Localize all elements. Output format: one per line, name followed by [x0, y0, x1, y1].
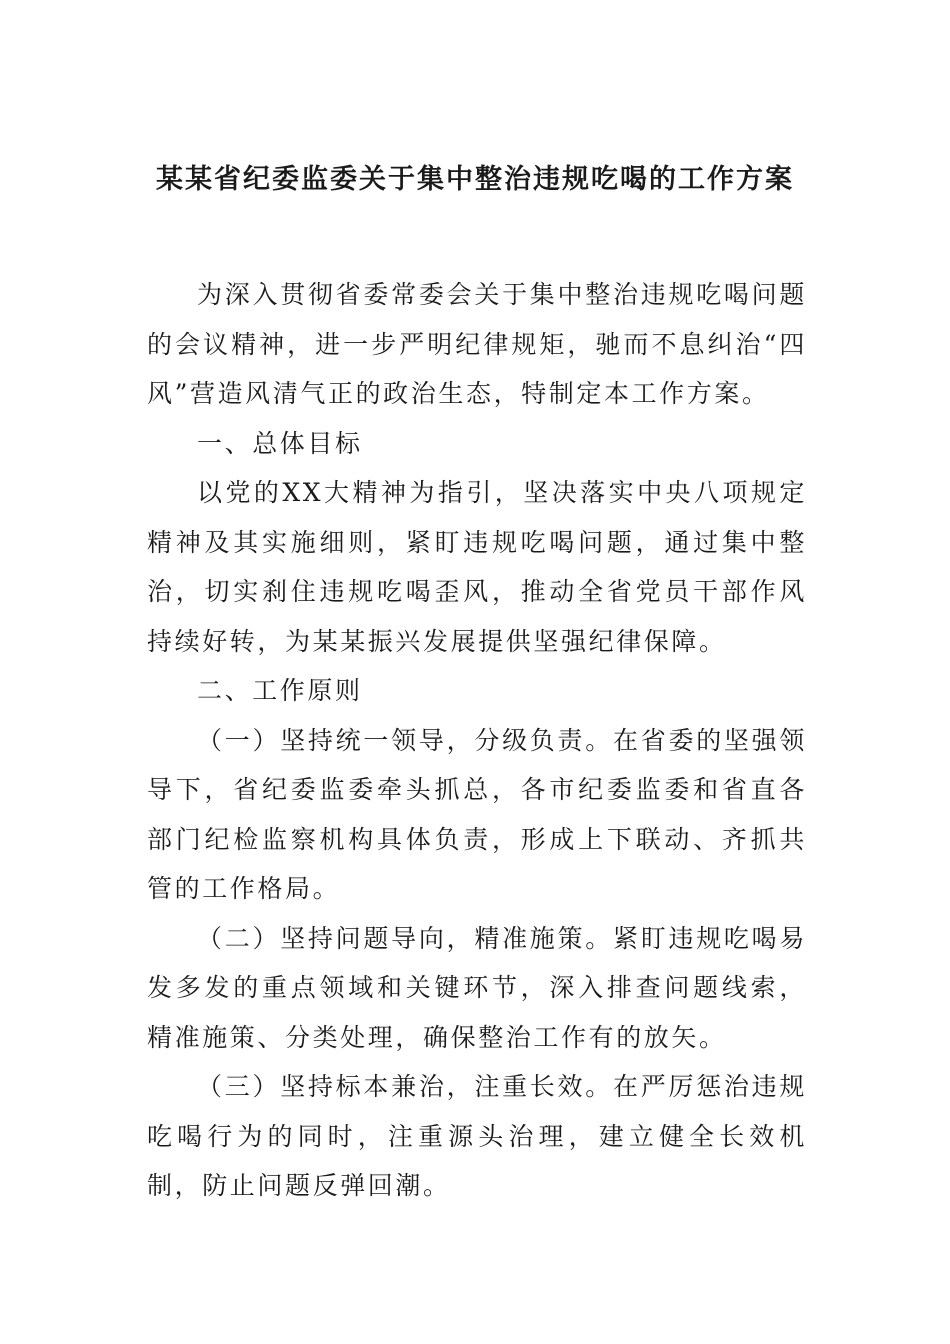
principle-paragraph-2: （二）坚持问题导向，精准施策。紧盯违规吃喝易发多发的重点领域和关键环节，深入排查问题线索，精准施策、分类处理，确保整治工作有的放矢。 [147, 923, 807, 1052]
document-body [147, 270, 807, 1211]
section-heading-work-principles: 二、工作原则 [197, 676, 363, 705]
principle-paragraph-1: （一）坚持统一领导，分级负责。在省委的坚强领导下，省纪委监委牵头抓总，各市纪委监委和省直各部门纪检监察机构具体负责，形成上下联动、齐抓共管的工作格局。 [147, 725, 807, 903]
goal-paragraph: 以党的XX大精神为指引，坚决落实中央八项规定精神及其实施细则，紧盯违规吃喝问题，通过集中整治，切实刹住违规吃喝歪风，推动全省党员干部作风持续好转，为某某振兴发展提供坚强纪律保障。 [147, 478, 807, 656]
document-title: 某某省纪委监委关于集中整治违规吃喝的工作方案 [156, 164, 794, 195]
section-heading-overall-goal: 一、总体目标 [197, 428, 363, 458]
principle-paragraph-3: （三）坚持标本兼治，注重长效。在严厉惩治违规吃喝行为的同时，注重源头治理，建立健全长效机制，防止问题反弹回潮。 [147, 1072, 807, 1200]
intro-paragraph: 为深入贯彻省委常委会关于集中整治违规吃喝问题的会议精神，进一步严明纪律规矩，驰而不息纠治“四风”营造风清气正的政治生态，特制定本工作方案。 [147, 280, 807, 408]
